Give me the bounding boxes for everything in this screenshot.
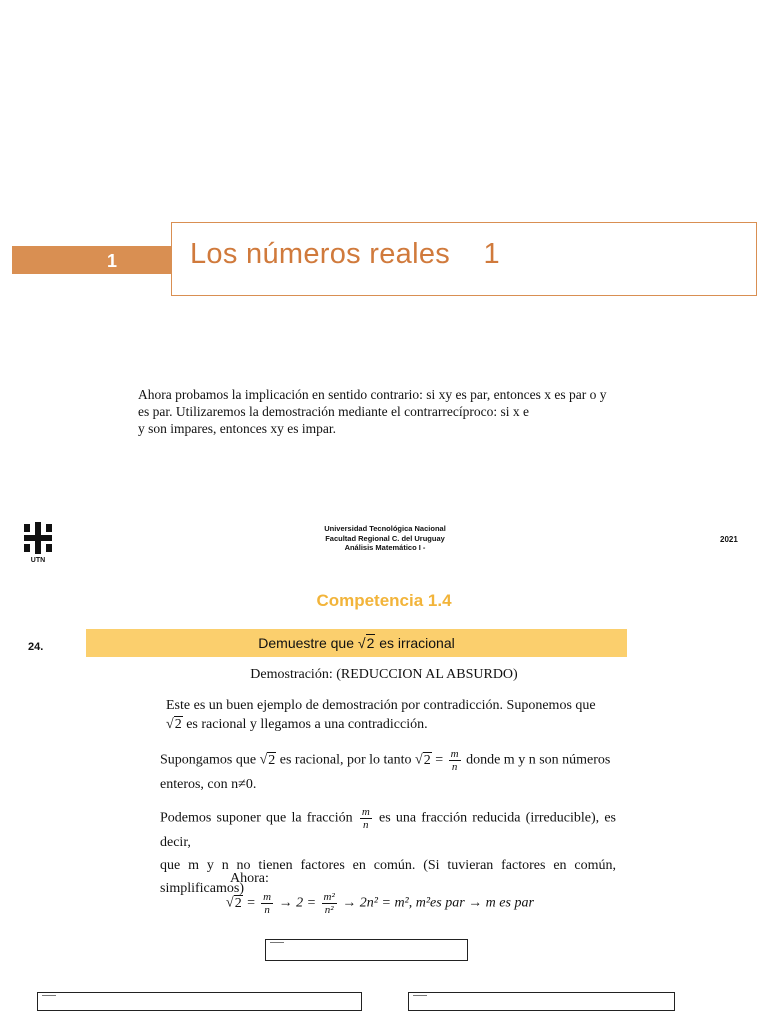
chapter-number: 1	[106, 251, 117, 271]
answer-box[interactable]	[408, 992, 675, 1011]
intro-line: Ahora probamos la implicación en sentido contrario: si xy es par, entonces x es par o y	[138, 387, 607, 402]
logo-text: UTN	[30, 557, 46, 564]
exercise-statement	[86, 629, 627, 657]
task-prefix: Demuestre que	[258, 635, 358, 651]
fraction-m-over-n: $\frac{m}{n}$	[450, 748, 459, 773]
utn-logo	[22, 522, 54, 564]
chapter-title: Los números reales 1	[190, 238, 500, 270]
year-label: 2021	[720, 535, 738, 544]
sqrt-expression: √2	[357, 635, 375, 651]
course-name: Análisis Matemático I -	[344, 543, 426, 552]
task-suffix: es irracional	[375, 635, 455, 651]
university-header	[300, 524, 470, 553]
proof-paragraph-1: Este es un buen ejemplo de demostración por contradicción. Suponemos que √2 es racional y llegamos a una contradicción.	[166, 698, 596, 732]
answer-box[interactable]	[37, 992, 362, 1011]
faculty-name: Facultad Regional C. del Uruguay	[325, 533, 445, 543]
intro-line: es par. Utilizaremos la demostración mediante el contrarrecíproco: si x e	[138, 404, 529, 419]
proof-paragraph-3: Podemos suponer que la fracción $\frac{m}{n}$ es una fracción reducida (irreducible), es decir, que m y n no tienen factores en común. (Si tuvieran factores en común, simplificamos)	[160, 806, 617, 896]
proof-title: Demostración: (REDUCCION AL ABSURDO)	[250, 667, 518, 682]
competencia-heading: Competencia 1.4	[316, 591, 452, 610]
proof-equation: √2 = $\frac{m}{n}$ → 2 = $\frac{\text{m²}}{\text{n²}}$ → 2n² = m², m²es par → m es par	[226, 891, 534, 916]
proof-paragraph-2: Supongamos que √2 es racional, por lo tanto √2 = $\frac{m}{n}$ donde m y n son números enteros, con n≠0.	[160, 748, 611, 792]
exercise-number: 24.	[28, 641, 44, 653]
intro-paragraph	[138, 386, 608, 437]
university-name: Universidad Tecnológica Nacional	[324, 524, 446, 533]
fraction-m-over-n: $\frac{m}{n}$	[361, 806, 370, 831]
answer-box[interactable]	[265, 939, 468, 961]
ahora-label: Ahora:	[230, 871, 269, 886]
intro-line: y son impares, entonces xy es impar.	[138, 421, 336, 436]
